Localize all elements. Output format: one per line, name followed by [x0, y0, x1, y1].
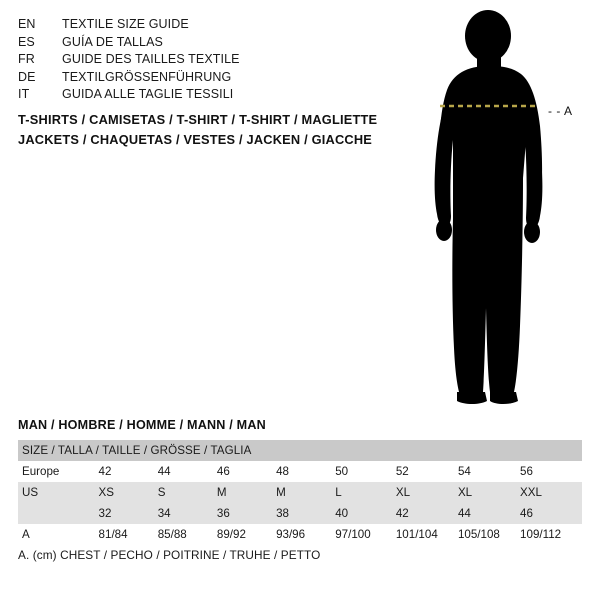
footnote-chest: A. (cm) CHEST / PECHO / POITRINE / TRUHE / PETTO — [18, 548, 321, 562]
cell: 44 — [157, 465, 171, 478]
row-label: Europe — [22, 465, 60, 478]
male-silhouette-figure — [395, 8, 595, 408]
cell: XL — [395, 486, 411, 499]
cell: 42 — [98, 465, 112, 478]
cell: 44 — [457, 507, 471, 520]
cell: 101/104 — [395, 528, 438, 541]
cell: 46 — [520, 507, 533, 520]
cell: M — [216, 486, 227, 499]
cell: 89/92 — [216, 528, 246, 541]
language-code: EN — [18, 17, 36, 31]
cell: 81/84 — [98, 528, 128, 541]
language-text: TEXTILGRÖSSENFÜHRUNG — [62, 69, 232, 84]
language-row — [18, 51, 358, 69]
cell: 36 — [216, 507, 230, 520]
cell: XS — [98, 486, 115, 499]
cell: 32 — [98, 507, 112, 520]
size-table — [18, 440, 582, 545]
language-text: GUÍA DE TALLAS — [62, 34, 163, 49]
table-header-row — [18, 440, 582, 461]
cell: XL — [457, 486, 473, 499]
cell: 52 — [395, 465, 409, 478]
row-label: A — [22, 528, 30, 541]
cell: L — [335, 486, 342, 499]
language-row — [18, 86, 358, 104]
table-row — [18, 503, 582, 524]
cell: 50 — [335, 465, 349, 478]
language-text: GUIDA ALLE TAGLIE TESSILI — [62, 87, 234, 101]
cell: 40 — [335, 507, 349, 520]
language-code: DE — [18, 69, 36, 84]
language-code: FR — [18, 52, 35, 66]
cell: S — [157, 486, 166, 499]
language-code: ES — [18, 34, 35, 49]
cell: 93/96 — [276, 528, 306, 541]
section-title-man: MAN / HOMBRE / HOMME / MANN / MAN — [18, 418, 266, 432]
cell: 109/112 — [520, 528, 562, 541]
cell: 46 — [216, 465, 230, 478]
cell: M — [276, 486, 286, 499]
category-tshirts: T-SHIRTS / CAMISETAS / T-SHIRT / T-SHIRT / MAGLIETTE — [18, 112, 378, 127]
language-row — [18, 16, 358, 34]
cell: XXL — [520, 486, 542, 499]
cell: 48 — [276, 465, 289, 478]
cell: 42 — [395, 507, 409, 520]
category-jackets: JACKETS / CHAQUETAS / VESTES / JACKEN / GIACCHE — [18, 132, 373, 147]
language-code: IT — [18, 87, 30, 101]
category-list — [18, 110, 378, 150]
cell: 54 — [457, 465, 471, 478]
table-row — [18, 461, 582, 482]
language-row — [18, 34, 358, 52]
table-row — [18, 482, 582, 503]
table-header-label: SIZE / TALLA / TAILLE / GRÖSSE / TAGLIA — [22, 444, 252, 457]
chest-measure-label: - - A — [548, 104, 573, 118]
cell: 56 — [520, 465, 533, 478]
language-text: TEXTILE SIZE GUIDE — [62, 17, 189, 31]
cell: 34 — [157, 507, 171, 520]
cell: 105/108 — [457, 528, 500, 541]
language-text: GUIDE DES TAILLES TEXTILE — [62, 52, 240, 66]
row-label — [18, 503, 99, 524]
table-row — [18, 524, 582, 545]
language-list — [18, 16, 358, 104]
cell: 97/100 — [335, 528, 371, 541]
language-row — [18, 69, 358, 87]
cell: 85/88 — [157, 528, 187, 541]
cell: 38 — [276, 507, 289, 520]
row-label: US — [22, 486, 39, 499]
